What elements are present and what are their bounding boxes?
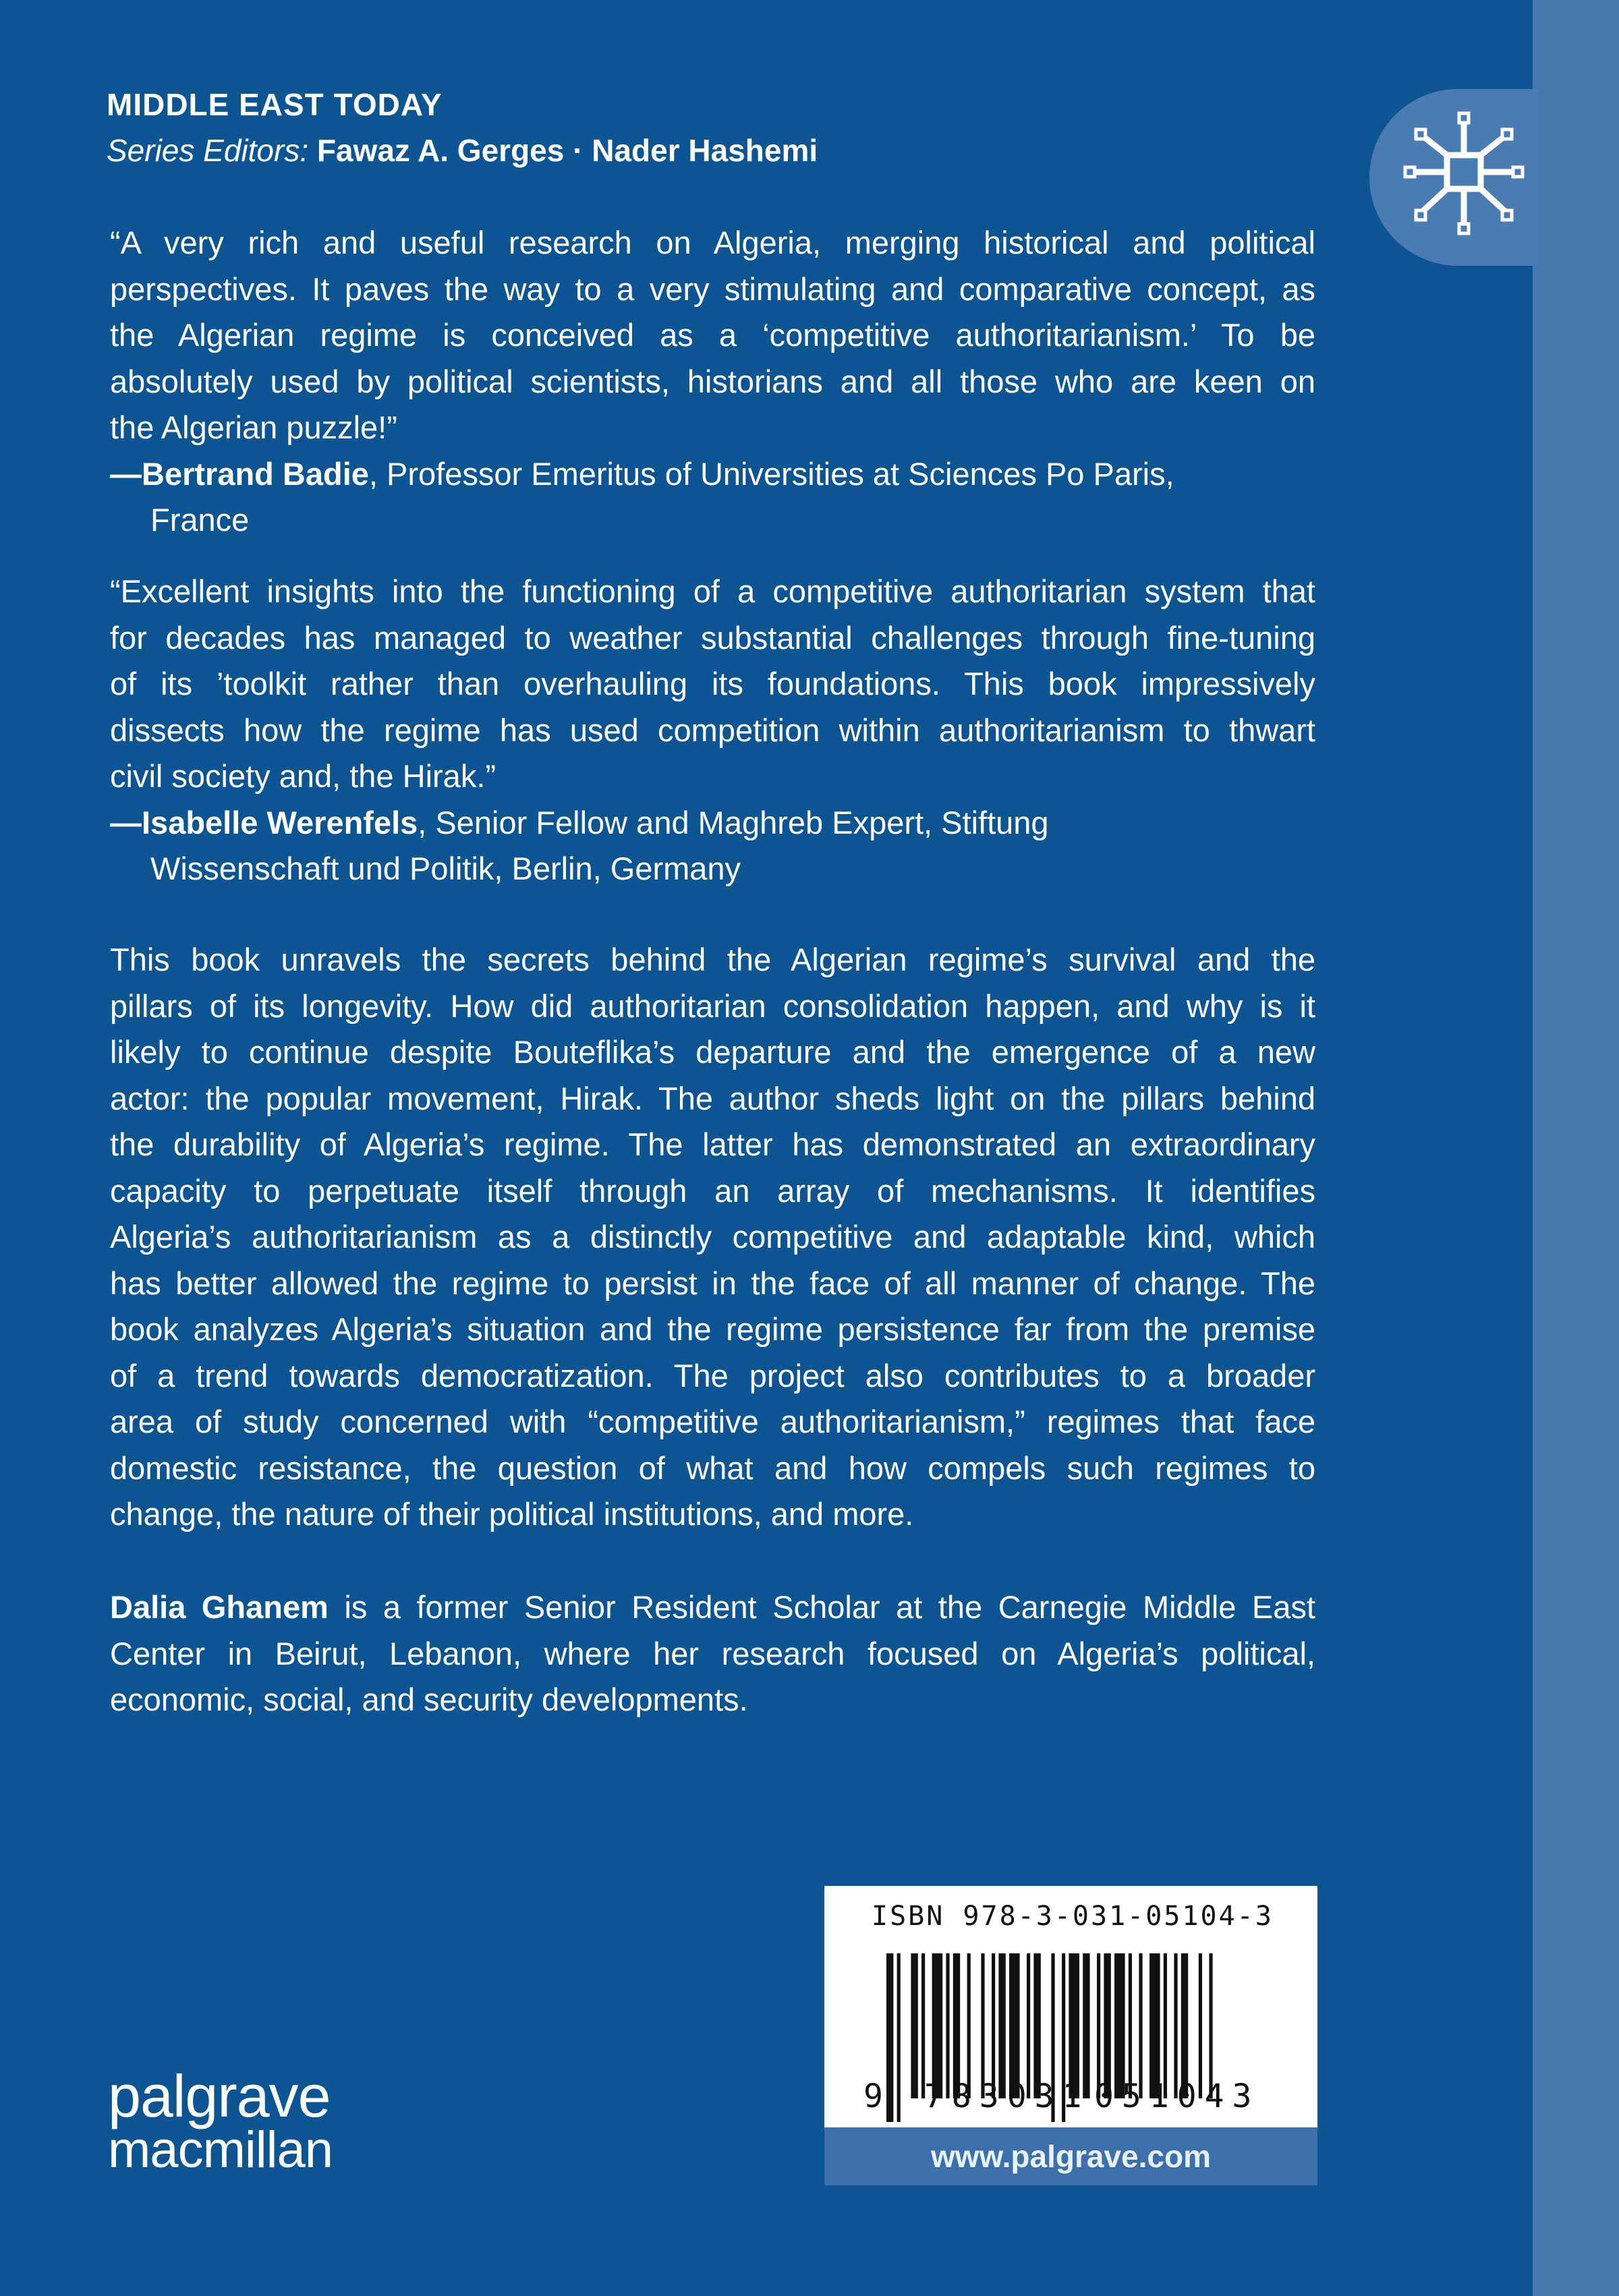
- text-line: the Algerian puzzle!”: [110, 409, 397, 445]
- barcode-bar: [1114, 1953, 1125, 2098]
- isbn-barcode: [824, 1886, 1317, 2185]
- text-line: the durability of Algeria’s regime. The latter has demonstrated an extraordinary: [110, 1126, 1315, 1162]
- text-line: capacity to perpetuate itself through an array of mechanisms. It identifies: [110, 1172, 1315, 1209]
- author-bio: [110, 1584, 1315, 1723]
- barcode-bar: [998, 1953, 1005, 2098]
- barcode-digits-right: 051043: [1094, 2077, 1260, 2115]
- barcode-bar: [1129, 1953, 1132, 2098]
- text-line: area of study concerned with “competitive authoritarianism,” regimes that face: [110, 1404, 1315, 1439]
- barcode-bar: [992, 1953, 995, 2098]
- barcode-bar: [932, 1953, 943, 2098]
- text-line: “A very rich and useful research on Algeria, merging historical and political: [110, 225, 1315, 260]
- quote-affiliation: , Professor Emeritus of Universities at Sciences Po Paris,: [368, 455, 1174, 492]
- barcode-bar: [1139, 1953, 1142, 2098]
- spine-strip: [1533, 0, 1619, 2296]
- text-line: has better allowed the regime to persist in the face of all manner of change. The: [110, 1265, 1315, 1301]
- barcode-bar: [1104, 1953, 1110, 2098]
- barcode-bar: [1174, 1953, 1177, 2098]
- text-line: for decades has managed to weather substantial challenges through fine-tuning: [110, 619, 1315, 656]
- barcode-bar: [1083, 1953, 1089, 2098]
- text-line: actor: the popular movement, Hirak. The author sheds light on the pillars behind: [110, 1080, 1315, 1116]
- text-line: the Algerian regime is conceived as a ‘competitive authoritarianism.’ To be: [110, 317, 1315, 353]
- barcode-bar: [1009, 1953, 1020, 2098]
- barcode-bar: [981, 1953, 984, 2098]
- barcode-bar: [967, 1953, 971, 2098]
- barcode-bar: [1033, 1953, 1040, 2098]
- text-line: of its ’toolkit rather than overhauling its foundations. This book impressively: [110, 666, 1315, 701]
- editors-names: Fawaz A. Gerges · Nader Hashemi: [316, 133, 818, 168]
- barcode-bar: [1027, 1953, 1030, 2098]
- logo-line-2: macmillan: [108, 2121, 333, 2179]
- palgrave-macmillan-logo: [108, 2063, 333, 2179]
- endorsement-quote-1: [110, 220, 1315, 544]
- barcode-digits-left: 783031: [924, 2077, 1090, 2115]
- barcode-bar: [897, 1953, 901, 2122]
- barcode-bar: [1149, 1953, 1160, 2098]
- bio-text: is a former Senior Resident Scholar at the Carnegie Middle East: [328, 1589, 1315, 1625]
- text-line: absolutely used by political scientists, historians and all those who are keen on: [110, 363, 1315, 399]
- barcode-digit-first: 9: [863, 2077, 891, 2115]
- barcode-bar: [953, 1953, 960, 2098]
- series-logo: [1369, 89, 1538, 266]
- editors-label: Series Editors:: [107, 133, 309, 168]
- quote-author: —Bertrand Badie: [110, 455, 369, 492]
- bio-text: economic, social, and security developments.: [110, 1682, 748, 1717]
- barcode-bar: [921, 1953, 925, 2098]
- logo-line-1: palgrave: [108, 2063, 331, 2129]
- quote-author: —Isabelle Werenfels: [110, 804, 418, 840]
- text-line: This book unravels the secrets behind the Algerian regime’s survival and the: [110, 942, 1315, 977]
- barcode-bar: [1209, 1953, 1212, 2098]
- text-line: pillars of its longevity. How did authoritarian consolidation happen, and why is it: [110, 987, 1315, 1024]
- network-chip-icon: [1400, 108, 1528, 243]
- quote-attribution: [110, 451, 1315, 544]
- series-title: MIDDLE EAST TODAY: [107, 87, 443, 122]
- text-line: “Excellent insights into the functioning of a competitive authoritarian system that: [110, 573, 1315, 609]
- barcode-bar: [1181, 1953, 1188, 2098]
- series-editors: [107, 132, 818, 169]
- barcode-bar: [1199, 1953, 1202, 2098]
- publisher-url[interactable]: www.palgrave.com: [824, 2127, 1317, 2185]
- quote-affiliation-cont: Wissenschaft und Politik, Berlin, Germany: [150, 851, 741, 886]
- text-line: likely to continue despite Bouteflika’s departure and the emergence of a new: [110, 1034, 1315, 1070]
- quote-affiliation-cont: France: [150, 502, 250, 538]
- barcode-bar: [1097, 1953, 1100, 2098]
- text-line: dissects how the regime has used competition within authoritarianism to thwart: [110, 712, 1315, 748]
- author-name: Dalia Ghanem: [110, 1589, 329, 1625]
- text-line: change, the nature of their political institutions, and more.: [110, 1496, 914, 1532]
- book-description: [110, 937, 1315, 1538]
- bio-text: Center in Beirut, Lebanon, where her research focused on Algeria’s political,: [110, 1635, 1315, 1671]
- barcode-bar: [946, 1953, 949, 2098]
- quote-attribution: [110, 800, 1315, 892]
- text-line: of a trend towards democratization. The project also contributes to a broader: [110, 1357, 1315, 1394]
- text-line: civil society and, the Hirak.”: [110, 758, 496, 794]
- text-line: perspectives. It paves the way to a very stimulating and comparative concept, as: [110, 270, 1315, 307]
- text-line: Algeria’s authoritarianism as a distinctly competitive and adaptable kind, which: [110, 1219, 1315, 1255]
- barcode-bar: [911, 1953, 917, 2098]
- barcode-bar: [1069, 1953, 1079, 2098]
- endorsement-quote-2: [110, 569, 1315, 892]
- text-line: domestic resistance, the question of what and how compels such regimes to: [110, 1450, 1315, 1486]
- isbn-label: ISBN 978-3-031-05104-3: [872, 1901, 1274, 1932]
- quote-affiliation: , Senior Fellow and Maghreb Expert, Stiftung: [418, 804, 1049, 840]
- text-line: book analyzes Algeria’s situation and the regime persistence far from the premise: [110, 1311, 1315, 1347]
- barcode-bar: [1164, 1953, 1167, 2098]
